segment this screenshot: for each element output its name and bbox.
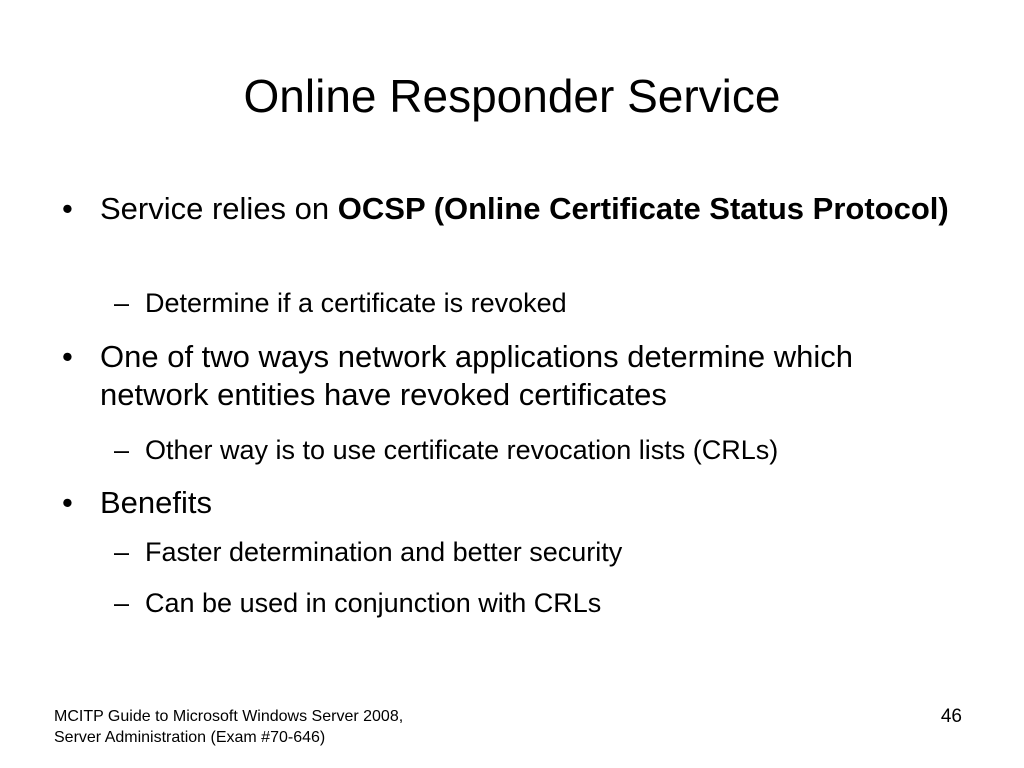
bullet-text: Service relies on — [100, 191, 338, 226]
slide-number: 46 — [940, 706, 962, 727]
bullet-text: One of two ways network applications determine which network entities have revoked certificates — [100, 339, 853, 412]
footer-line-2: Server Administration (Exam #70-646) — [54, 729, 326, 746]
bullet-item-ocsp — [62, 190, 970, 228]
bullet-text-bold: OCSP (Online Certificate Status Protocol) — [337, 191, 949, 226]
bullet-item-benefits — [62, 484, 970, 522]
bullet-text: Benefits — [100, 485, 213, 520]
bullet-item-two-ways — [62, 338, 970, 414]
sub-bullet-marker: – — [114, 588, 130, 618]
sub-bullet-item-revoked — [114, 286, 985, 320]
sub-bullet-item-conjunction — [114, 586, 985, 620]
sub-bullet-marker: – — [114, 537, 130, 567]
bullet-marker: • — [62, 191, 73, 226]
sub-bullet-text: Faster determination and better security — [145, 537, 623, 567]
sub-bullet-marker: – — [114, 288, 130, 318]
sub-bullet-text: Determine if a certificate is revoked — [145, 288, 567, 318]
sub-bullet-marker: – — [114, 435, 130, 465]
sub-bullet-item-crls — [114, 433, 985, 467]
sub-bullet-text: Can be used in conjunction with CRLs — [145, 588, 602, 618]
sub-bullet-item-faster — [114, 535, 985, 569]
slide-title: Online Responder Service — [243, 70, 781, 122]
sub-bullet-text: Other way is to use certificate revocation lists (CRLs) — [145, 435, 779, 465]
bullet-marker: • — [62, 339, 73, 374]
footer-line-1: MCITP Guide to Microsoft Windows Server 2008, — [54, 708, 404, 725]
bullet-marker: • — [62, 485, 73, 520]
slide-footer — [54, 706, 403, 748]
